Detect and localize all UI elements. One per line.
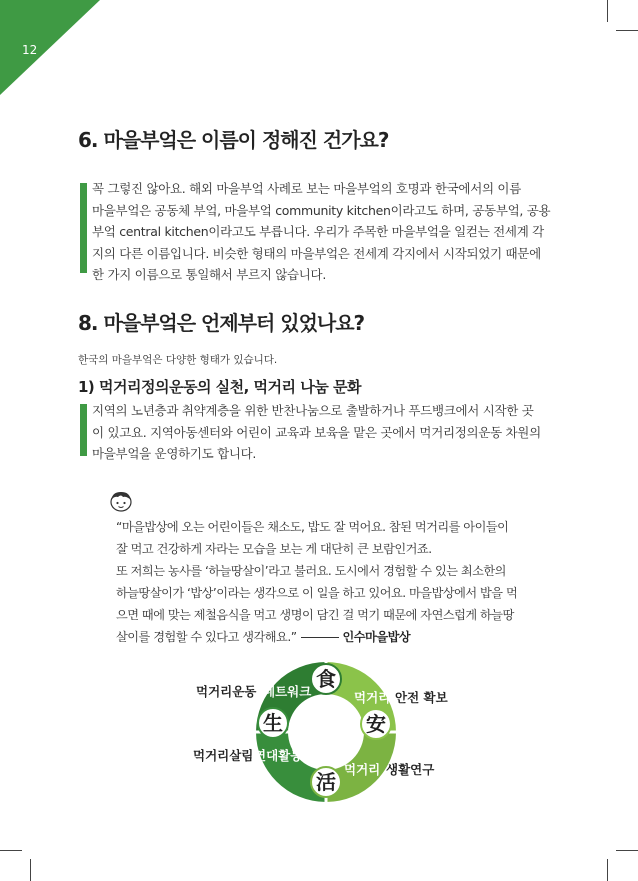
label-research-white: 먹거리	[344, 762, 381, 777]
section-8-subtitle: 1) 먹거리정의운동의 실천, 먹거리 나눔 문화	[78, 378, 361, 396]
quote-line: “마을밥상에 오는 어린이들은 채소도, 밥도 잘 먹어요. 참된 먹거리를 아이들이	[116, 520, 509, 534]
section-6-paragraph	[92, 178, 550, 286]
crop-mark	[616, 30, 638, 31]
quote-text: 살이를 경험할 수 있다고 생각해요.”	[116, 630, 297, 644]
crop-mark	[30, 859, 31, 881]
section-6-title: 6. 마을부엌은 이름이 정해진 건가요?	[78, 128, 389, 152]
paragraph-line: 지의 다른 이름입니다. 비슷한 형태의 마을부엌은 전세계 각지에서 시작되었기 때문에	[92, 245, 541, 261]
label-solidarity-white: 연대활동	[254, 748, 303, 763]
char-food: 食	[316, 667, 336, 691]
food-cycle-diagram	[251, 652, 401, 812]
quote-line: 하늘땅살이가 ‘밥상’이라는 생각으로 이 일을 하고 있어요. 마을밥상에서 밥을 먹	[116, 586, 518, 600]
crop-mark	[607, 0, 608, 22]
paragraph-line: 부엌 central kitchen이라고도 부릅니다. 우리가 주목한 마을부엌을 일컫는 전세계 각	[92, 224, 544, 239]
label-safety-dark: 안전 확보	[395, 690, 448, 705]
char-live: 活	[316, 770, 336, 794]
label-network-white: 네트워크	[263, 684, 312, 699]
char-life: 生	[263, 711, 283, 735]
quote-block	[116, 516, 517, 648]
quote-line: 잘 먹고 건강하게 자라는 모습을 보는 게 대단히 큰 보람인거죠.	[116, 542, 432, 556]
section-8-paragraph	[92, 400, 541, 465]
label-network-dark: 먹거리운동	[196, 684, 257, 699]
quote-line: 또 저희는 농사를 ‘하늘땅살이’라고 불러요. 도시에서 경험할 수 있는 최소한의	[116, 564, 506, 578]
crop-mark	[607, 859, 608, 881]
section-8-intro: 한국의 마을부엌은 다양한 형태가 있습니다.	[78, 354, 278, 366]
paragraph-line: 꼭 그렇진 않아요. 해외 마을부엌 사례로 보는 마을부엌의 호명과 한국에서의 이름	[92, 181, 521, 196]
paragraph-line: 지역의 노년층과 취약계층을 위한 반찬나눔으로 출발하거나 푸드뱅크에서 시작한 곳	[92, 403, 534, 418]
page-number: 12	[22, 43, 38, 57]
page-corner-tab	[0, 0, 100, 95]
paragraph-line: 마을부엌을 운영하기도 합니다.	[92, 446, 257, 461]
paragraph-line: 이 있고요. 지역아동센터와 어린이 교육과 보육을 맡은 곳에서 먹거리정의운동 차원의	[92, 424, 541, 440]
section-8-title: 8. 마을부엌은 언제부터 있었나요?	[78, 311, 365, 335]
section-8-accent-bar	[80, 404, 87, 456]
quote-line-last	[116, 626, 517, 648]
child-face-icon	[109, 490, 133, 512]
paragraph-line: 마을부엌은 공동체 부엌, 마을부엌 community kitchen이라고도 하며, 공동부엌, 공용	[92, 202, 551, 218]
quote-source: 인수마을밥상	[342, 630, 411, 644]
quote-line: 으면 때에 맞는 제철음식을 먹고 생명이 담긴 걸 먹기 때문에 자연스럽게 하늘땅	[116, 608, 514, 622]
crop-mark	[616, 850, 638, 851]
crop-mark	[0, 850, 22, 851]
label-safety-white: 먹거리	[354, 690, 391, 705]
label-solidarity-dark: 먹거리살림	[193, 748, 254, 763]
section-6-accent-bar	[80, 183, 87, 273]
source-rule	[301, 637, 339, 638]
label-research-dark: 생활연구	[386, 762, 435, 777]
paragraph-line: 한 가지 이름으로 통일해서 부르지 않습니다.	[92, 267, 326, 282]
char-safe: 安	[366, 712, 386, 736]
